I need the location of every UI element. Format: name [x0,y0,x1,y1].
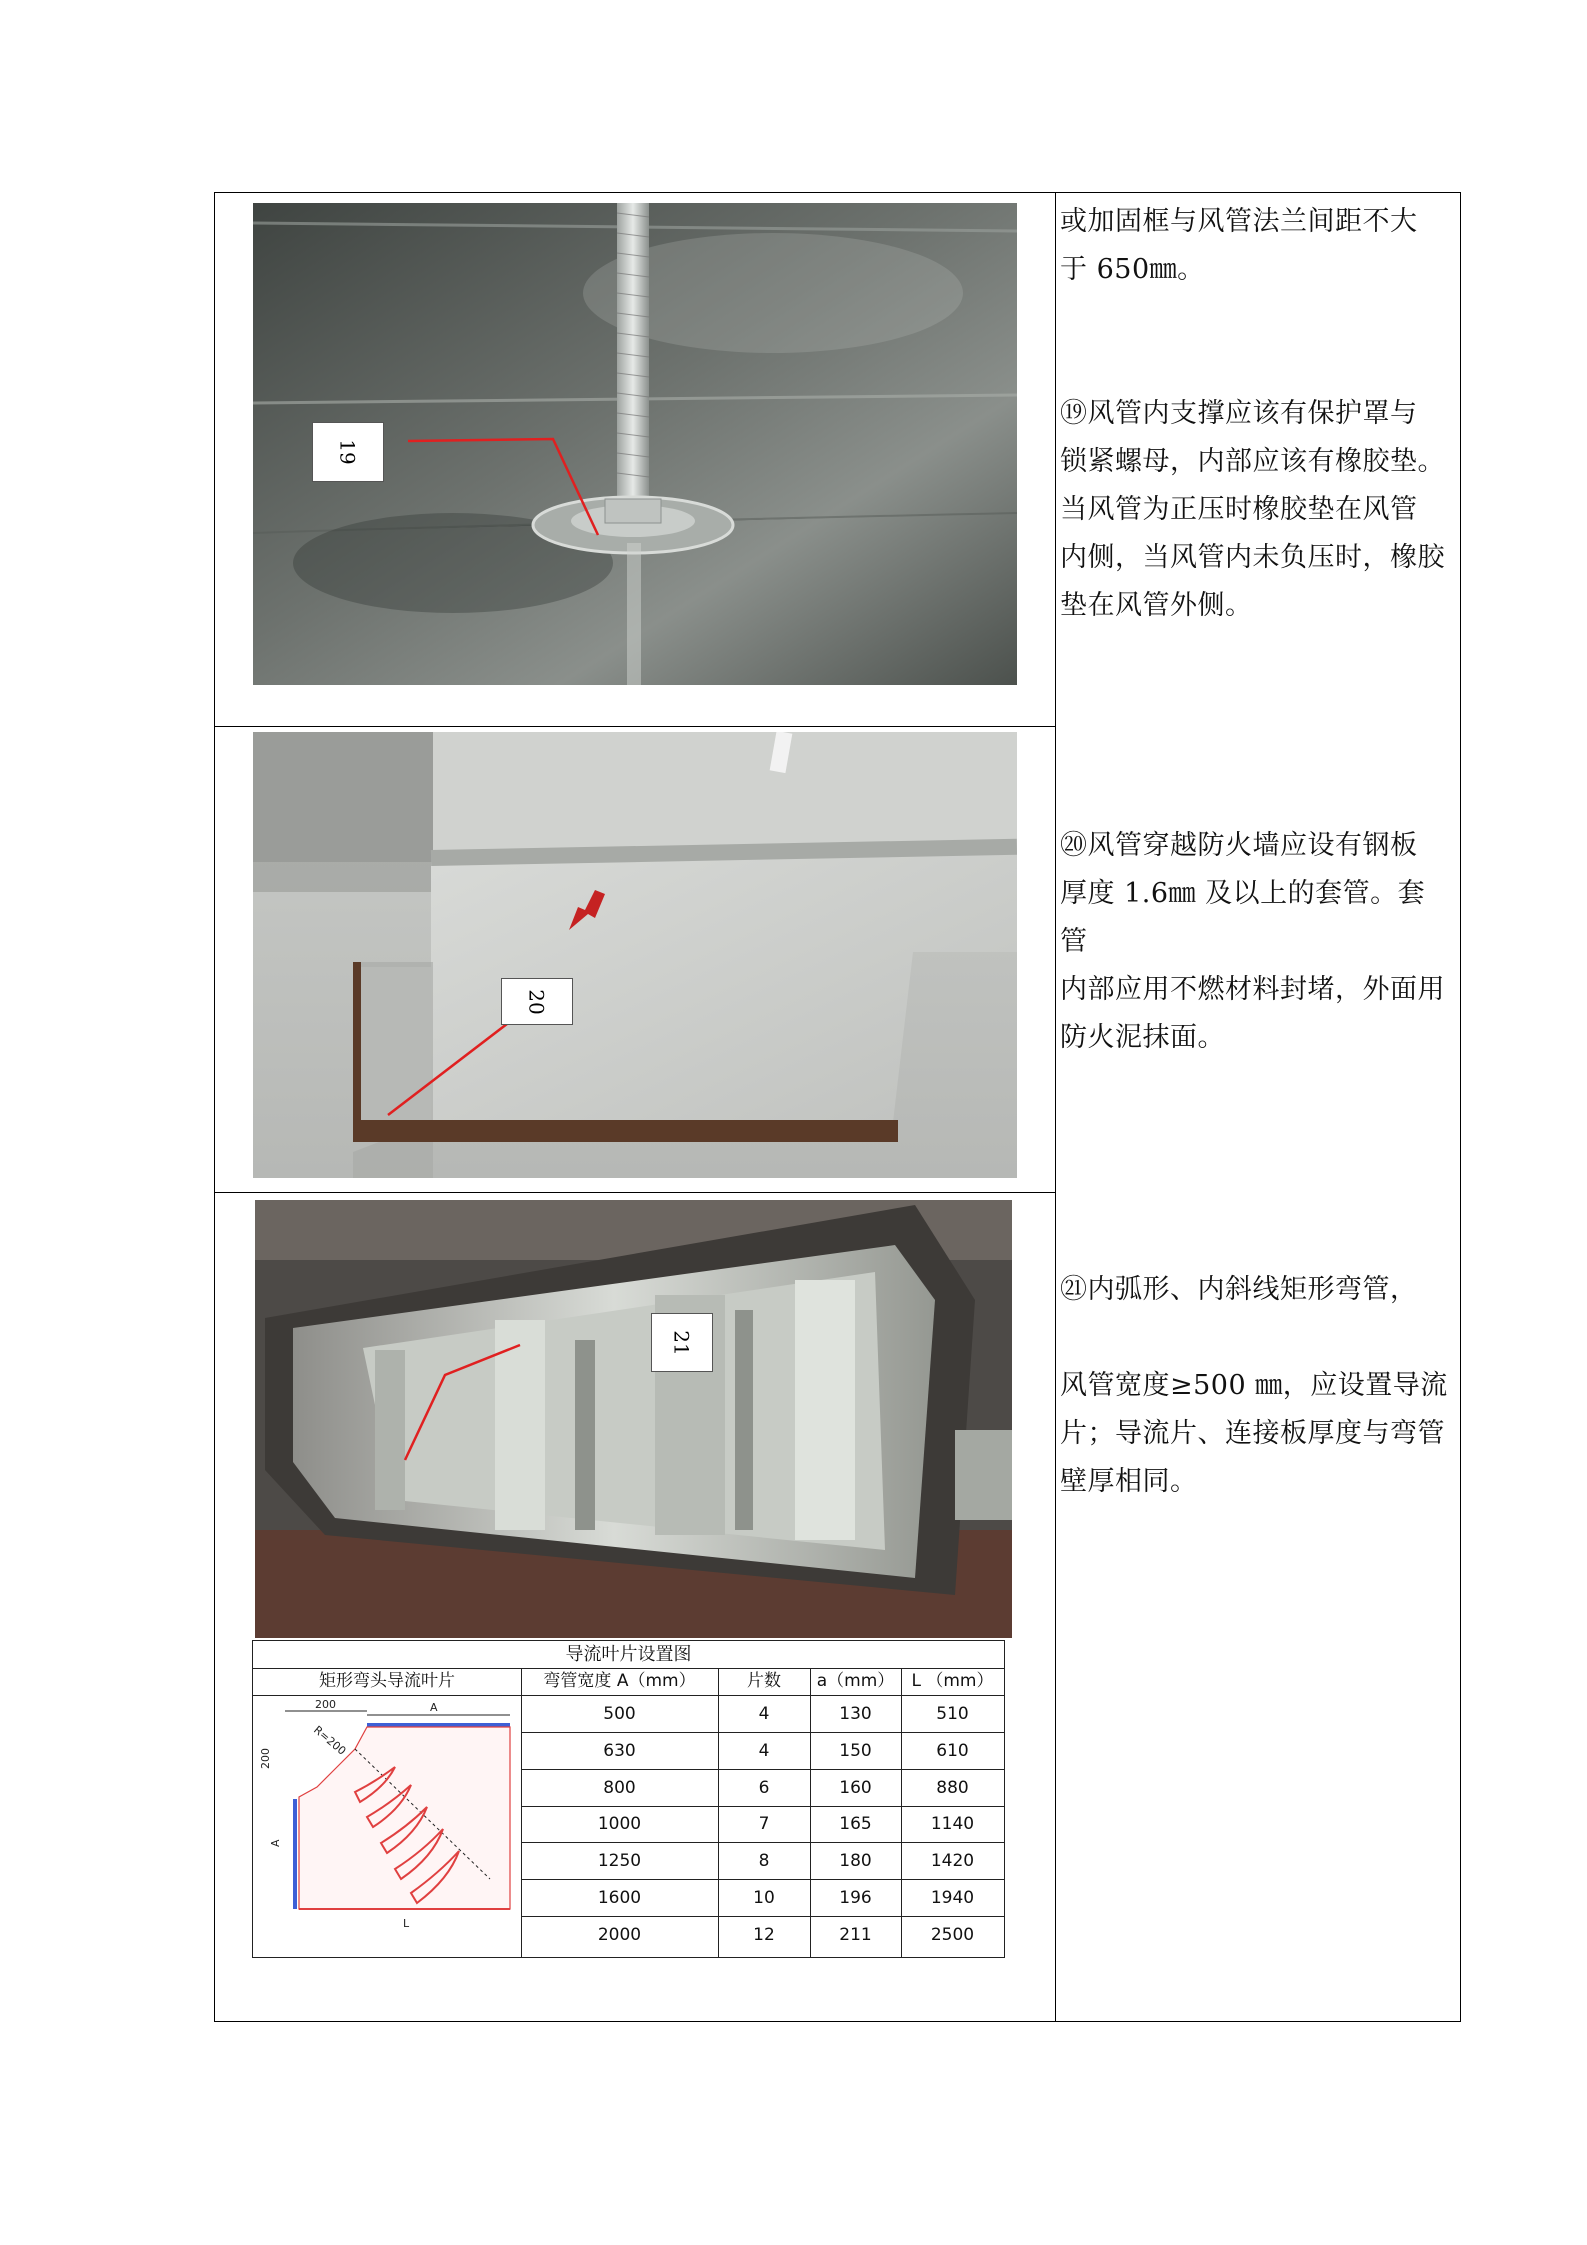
table-cell: 4 [758,1741,770,1761]
text-line: ㉑内弧形、内斜线矩形弯管， [1060,1274,1418,1305]
table-cell: 180 [839,1851,872,1871]
text-line: 内侧，当风管内未负压时，橡胶 [1060,542,1445,573]
text-line [1060,294,1450,390]
table-cell: 150 [839,1741,872,1761]
table-cell: 1600 [597,1888,642,1908]
table-cell: 1420 [930,1851,975,1871]
table-cell: 160 [839,1778,872,1798]
table-cell: 2500 [930,1925,975,1945]
table-cell: 10 [753,1888,775,1908]
table-cell: 130 [839,1704,872,1724]
text-line: 防火泥抹面。 [1060,1022,1225,1053]
table-cell: 2000 [597,1925,642,1945]
text-line: 厚度 1.6㎜ 及以上的套管。套管 [1060,878,1426,957]
text-line: 内部应用不燃材料封堵，外面用 [1060,974,1445,1005]
text-line [1060,1314,1450,1362]
table-cell: 4 [758,1704,770,1724]
header-vane-diagram: 矩形弯头导流叶片 [253,1668,521,1696]
table-cell: 500 [603,1704,636,1724]
dim-200-side: 200 [259,1748,272,1769]
table-cell: 630 [603,1741,636,1761]
callout-20: 20 [501,978,573,1025]
table-title: 导流叶片设置图 [253,1641,1004,1669]
row-divider [214,726,1055,727]
photo-fire-wall-sleeve [253,732,1017,1178]
table-cell: 12 [753,1925,775,1945]
header-l: L （mm） [901,1668,1004,1696]
description-21 [1060,1266,1450,1506]
photo-guide-vanes [255,1200,1012,1638]
text-line: ⑳风管穿越防火墙应设有钢板 [1060,830,1418,861]
table-cell: 610 [936,1741,969,1761]
table-cell: 510 [936,1704,969,1724]
text-line: 锁紧螺母，内部应该有橡胶垫。 [1060,446,1445,477]
table-cell: 1250 [597,1851,642,1871]
table-cell: 1000 [597,1814,642,1834]
table-cell: 800 [603,1778,636,1798]
table-cell: 211 [839,1925,872,1945]
table-cell: 1140 [930,1814,975,1834]
table-cell: 8 [758,1851,770,1871]
header-width: 弯管宽度 A（mm） [521,1668,718,1696]
text-line: ⑲风管内支撑应该有保护罩与 [1060,398,1418,429]
callout-19: 19 [312,422,384,482]
table-cell: 880 [936,1778,969,1798]
header-count: 片数 [718,1668,810,1696]
dim-200-top: 200 [315,1698,336,1711]
table-cell: 196 [839,1888,872,1908]
text-line: 风管宽度≥500 ㎜，应设置导流 [1060,1370,1448,1401]
text-line: 于 650㎜。 [1060,254,1205,285]
table-cell: 6 [758,1778,770,1798]
text-line: 或加固框与风管法兰间距不大 [1060,206,1418,237]
dim-r: R=200 [311,1723,349,1758]
dim-a-side: A [269,1839,282,1847]
description-19 [1060,198,1450,630]
callout-21: 21 [651,1313,713,1372]
dim-a-top: A [430,1701,438,1714]
header-a: a（mm） [810,1668,901,1696]
table-cell: 7 [758,1814,770,1834]
guide-vane-diagram [255,1697,517,1955]
row-divider [214,1192,1055,1193]
text-line: 垫在风管外侧。 [1060,590,1253,621]
guide-vane-table [252,1640,1005,1958]
table-cell: 1940 [930,1888,975,1908]
text-line: 片；导流片、连接板厚度与弯管 [1060,1418,1445,1449]
column-divider [1055,192,1056,2022]
text-line: 当风管为正压时橡胶垫在风管 [1060,494,1418,525]
dim-l: L [403,1917,410,1930]
table-cell: 165 [839,1814,872,1834]
description-20 [1060,822,1450,1062]
photo-duct-support-rod [253,203,1017,685]
text-line: 壁厚相同。 [1060,1466,1198,1497]
